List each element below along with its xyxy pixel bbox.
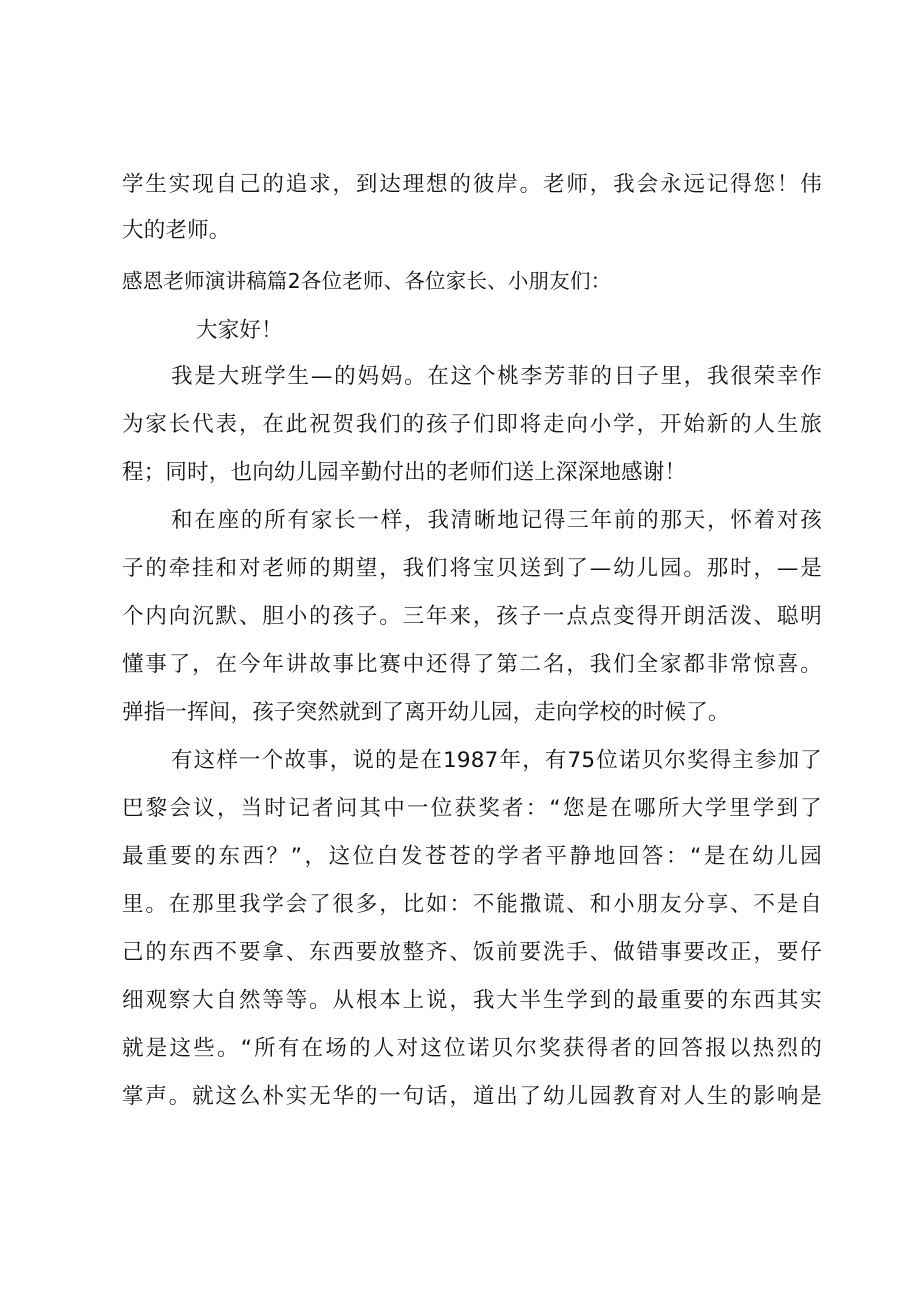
text-line: 学生实现自己的追求，到达理想的彼岸。老师，我会永远记得您！伟 xyxy=(122,172,822,197)
text-line: 大的老师。 xyxy=(122,218,231,243)
text-line: 懂事了，在今年讲故事比赛中还得了第二名，我们全家都非常惊喜。 xyxy=(122,652,822,677)
text-line: 就是这些。“所有在场的人对这位诺贝尔奖获得者的回答报以热烈的 xyxy=(122,1036,822,1061)
text-line: 程；同时，也向幼儿园辛勤付出的老师们送上深深地感谢！ xyxy=(122,460,687,485)
text-line: 巴黎会议，当时记者问其中一位获奖者：“您是在哪所大学里学到了 xyxy=(122,796,822,821)
greeting-line: 大家好！ xyxy=(196,318,283,343)
section-heading: 感恩老师演讲稿篇2各位老师、各位家长、小朋友们： xyxy=(122,269,612,293)
text-line: 有这样一个故事，说的是在1987年，有75位诺贝尔奖得主参加了 xyxy=(171,748,822,773)
text-line: 弹指一挥间，孩子突然就到了离开幼儿园，走向学校的时候了。 xyxy=(122,700,730,725)
text-line: 掌声。就这么朴实无华的一句话，道出了幼儿园教育对人生的影响是 xyxy=(122,1084,822,1109)
text-line: 我是大班学生—的妈妈。在这个桃李芳菲的日子里，我很荣幸作 xyxy=(171,364,822,389)
text-line: 己的东西不要拿、东西要放整齐、饭前要洗手、做错事要改正，要仔 xyxy=(122,940,822,965)
text-line: 子的牵挂和对老师的期望，我们将宝贝送到了—幼儿园。那时，—是 xyxy=(122,556,822,581)
text-line: 为家长代表，在此祝贺我们的孩子们即将走向小学，开始新的人生旅 xyxy=(122,412,822,437)
text-line: 和在座的所有家长一样，我清晰地记得三年前的那天，怀着对孩 xyxy=(171,508,822,533)
text-line: 最重要的东西？”，这位白发苍苍的学者平静地回答：“是在幼儿园 xyxy=(122,844,822,869)
text-line: 个内向沉默、胆小的孩子。三年来，孩子一点点变得开朗活泼、聪明 xyxy=(122,604,822,629)
text-line: 里。在那里我学会了很多，比如：不能撒谎、和小朋友分享、不是自 xyxy=(122,892,822,917)
text-line: 细观察大自然等等。从根本上说，我大半生学到的最重要的东西其实 xyxy=(122,988,822,1013)
